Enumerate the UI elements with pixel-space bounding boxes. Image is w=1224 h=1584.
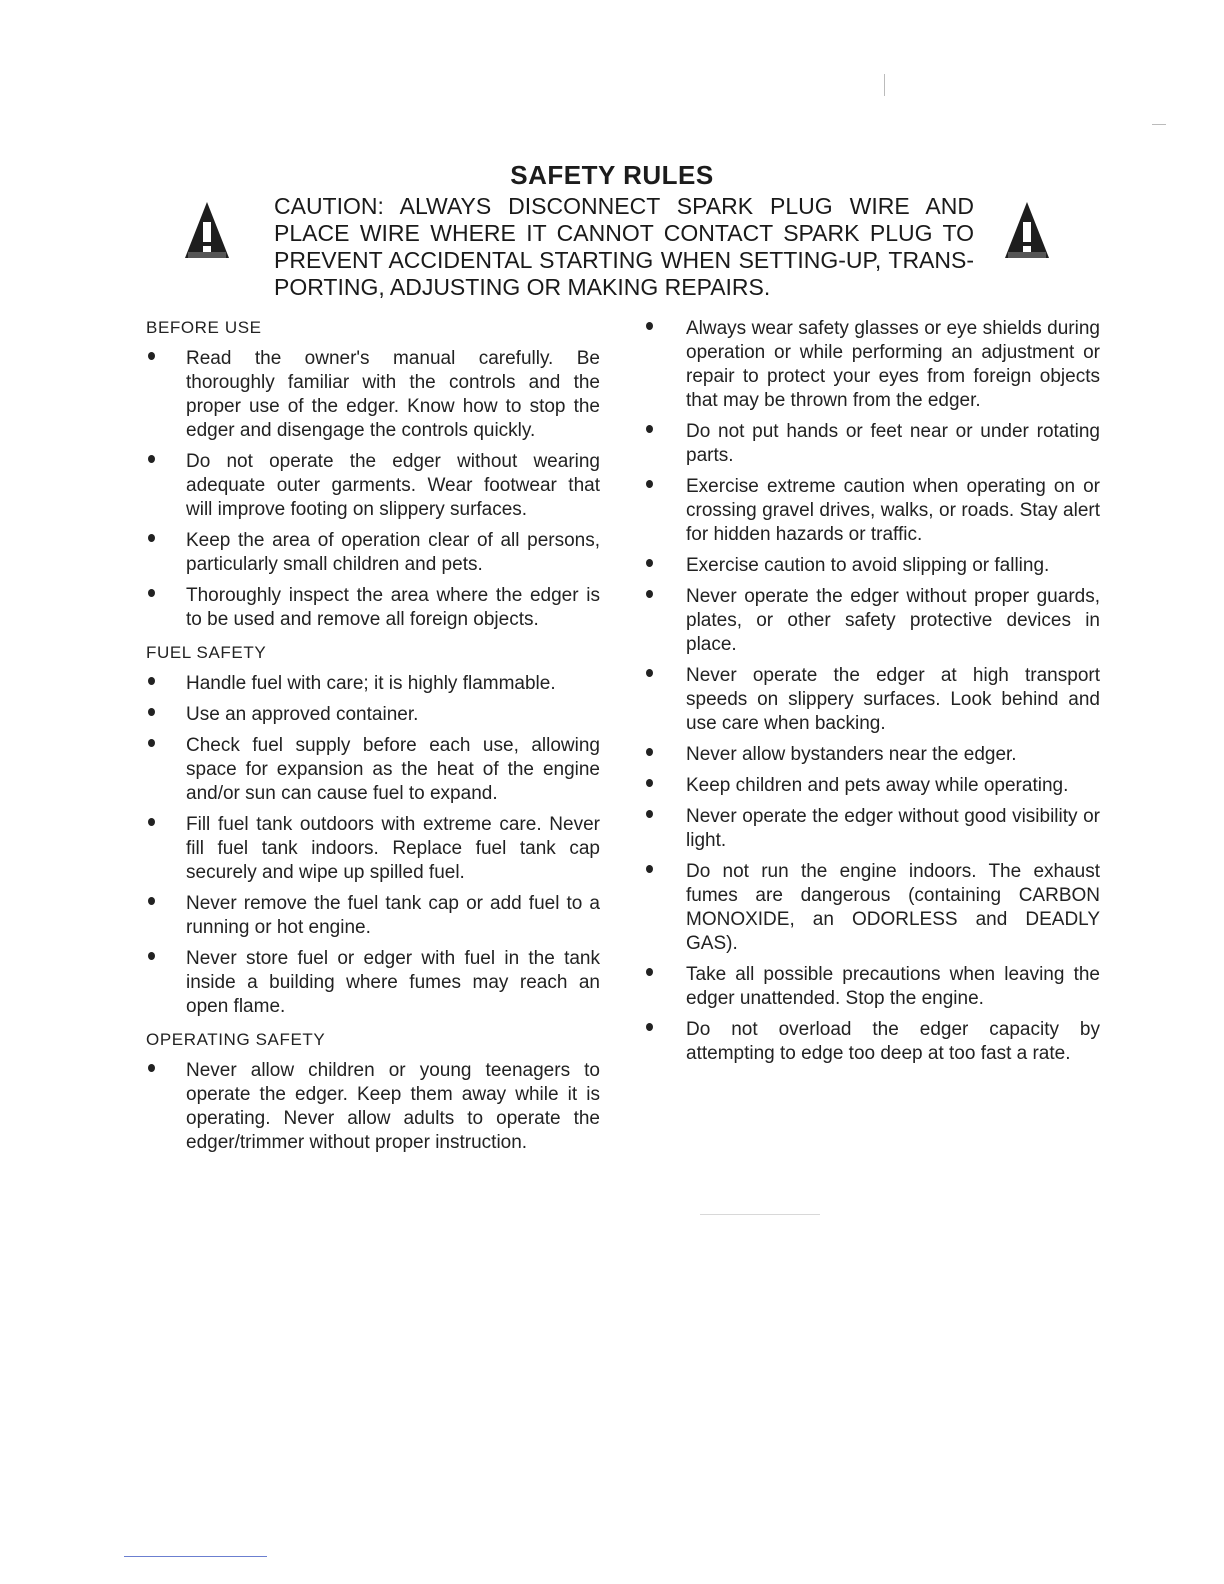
fuel-safety-list [140,672,600,1019]
list-item [140,672,600,696]
bullet-icon [646,425,653,433]
caution-text: CAUTION: ALWAYS DISCONNECT SPARK PLUG WIRE AND PLACE WIRE WHERE IT CANNOT CONTACT SPARK PLUG TO PREVENT ACCIDENTAL STARTING WHEN SETTING-UP, TRANS-PORTING, ADJUSTING OR MAKING REPAIRS. [274,193,974,300]
list-item-text: Never remove the fuel tank cap or add fuel to a running or hot engine. [186,893,600,938]
list-item [640,420,1100,468]
section-heading-operating-safety: OPERATING SAFETY [146,1030,326,1049]
list-item-text: Never store fuel or edger with fuel in the tank inside a building where fumes may reach an open flame. [186,948,600,1017]
bullet-icon [148,455,155,463]
bullet-icon [646,1023,653,1031]
list-item [640,664,1100,736]
bullet-icon [646,480,653,488]
operating-safety-continued-list [640,317,1100,1066]
list-item [640,774,1100,798]
bullet-icon [646,968,653,976]
bullet-icon [148,818,155,826]
list-item-text: Exercise extreme caution when operating on or crossing gravel drives, walks, or roads. Stay alert for hidden hazards or traffic. [686,476,1100,545]
bullet-icon [148,534,155,542]
list-item-text: Use an approved container. [186,704,419,725]
bullet-icon [646,559,653,567]
list-item-text: Do not overload the edger capacity by attempting to edge too deep at too fast a rate. [686,1019,1100,1064]
bullet-icon [148,952,155,960]
list-item [640,317,1100,413]
list-item-text: Do not put hands or feet near or under rotating parts. [686,421,1100,466]
list-item-text: Keep children and pets away while operating. [686,775,1069,796]
list-item [140,450,600,522]
list-item-text: Thoroughly inspect the area where the edger is to be used and remove all foreign objects. [186,585,600,630]
operating-safety-list [140,1059,600,1155]
scan-artifact [884,74,885,96]
section-heading-fuel-safety: FUEL SAFETY [146,643,267,662]
list-item-text: Never operate the edger at high transport speeds on slippery surfaces. Look behind and use care when backing. [686,665,1100,734]
list-item [140,734,600,806]
list-item-text: Keep the area of operation clear of all persons, particularly small children and pets. [186,530,600,575]
list-item [640,805,1100,853]
list-item [640,860,1100,956]
list-item [640,475,1100,547]
list-item-text: Take all possible precautions when leaving the edger unattended. Stop the engine. [686,964,1100,1009]
list-item [140,813,600,885]
bullet-icon [148,708,155,716]
bullet-icon [148,352,155,360]
list-item [140,703,600,727]
bottom-rule [124,1556,267,1557]
bullet-icon [646,590,653,598]
left-column [140,317,600,1165]
list-item [640,1018,1100,1066]
list-item-text: Fill fuel tank outdoors with extreme care. Never fill fuel tank indoors. Replace fuel tank cap securely and wipe up spilled fuel. [186,814,600,883]
list-item [140,529,600,577]
list-item-text: Read the owner's manual carefully. Be thoroughly familiar with the controls and the proper use of the edger. Know how to stop the edger and disengage the controls quickly. [186,348,600,441]
bullet-icon [646,669,653,677]
list-item [140,1059,600,1155]
warning-triangle-icon [1002,200,1052,262]
list-item [140,347,600,443]
bullet-icon [646,779,653,787]
bullet-icon [148,589,155,597]
list-item-text: Do not operate the edger without wearing adequate outer garments. Wear footwear that will improve footing on slippery surfaces. [186,451,600,520]
list-item [140,892,600,940]
scan-artifact [1152,124,1166,125]
bullet-icon [148,677,155,685]
list-item-text: Never operate the edger without proper guards, plates, or other safety protective devices in place. [686,586,1100,655]
bullet-icon [148,1064,155,1072]
list-item-text: Check fuel supply before each use, allowing space for expansion as the heat of the engine and/or sun can cause fuel to expand. [186,735,600,804]
list-item-text: Handle fuel with care; it is highly flammable. [186,673,556,694]
bullet-icon [148,739,155,747]
before-use-list [140,347,600,632]
list-item [140,947,600,1019]
list-item-text: Never allow bystanders near the edger. [686,744,1017,765]
list-item-text: Never allow children or young teenagers to operate the edger. Keep them away while it is operating. Never allow adults to operate the edger/trimmer without proper instruction. [186,1060,600,1153]
section-heading-before-use: BEFORE USE [146,318,262,337]
warning-triangle-icon [182,200,232,262]
list-item [640,585,1100,657]
bullet-icon [646,810,653,818]
list-item [640,554,1100,578]
list-item-text: Exercise caution to avoid slipping or falling. [686,555,1050,576]
scan-artifact [700,1214,820,1215]
list-item-text: Do not run the engine indoors. The exhaust fumes are dangerous (containing CARBON MONOXIDE, an ODORLESS and DEADLY GAS). [686,861,1100,954]
page-title: SAFETY RULES [510,160,714,190]
bullet-icon [646,748,653,756]
right-column [640,317,1100,1076]
list-item [640,963,1100,1011]
bullet-icon [646,322,653,330]
list-item-text: Always wear safety glasses or eye shields during operation or while performing an adjustment or repair to protect your eyes from foreign objects that may be thrown from the edger. [686,318,1100,411]
list-item-text: Never operate the edger without good visibility or light. [686,806,1100,851]
bullet-icon [646,865,653,873]
bullet-icon [148,897,155,905]
list-item [140,584,600,632]
list-item [640,743,1100,767]
